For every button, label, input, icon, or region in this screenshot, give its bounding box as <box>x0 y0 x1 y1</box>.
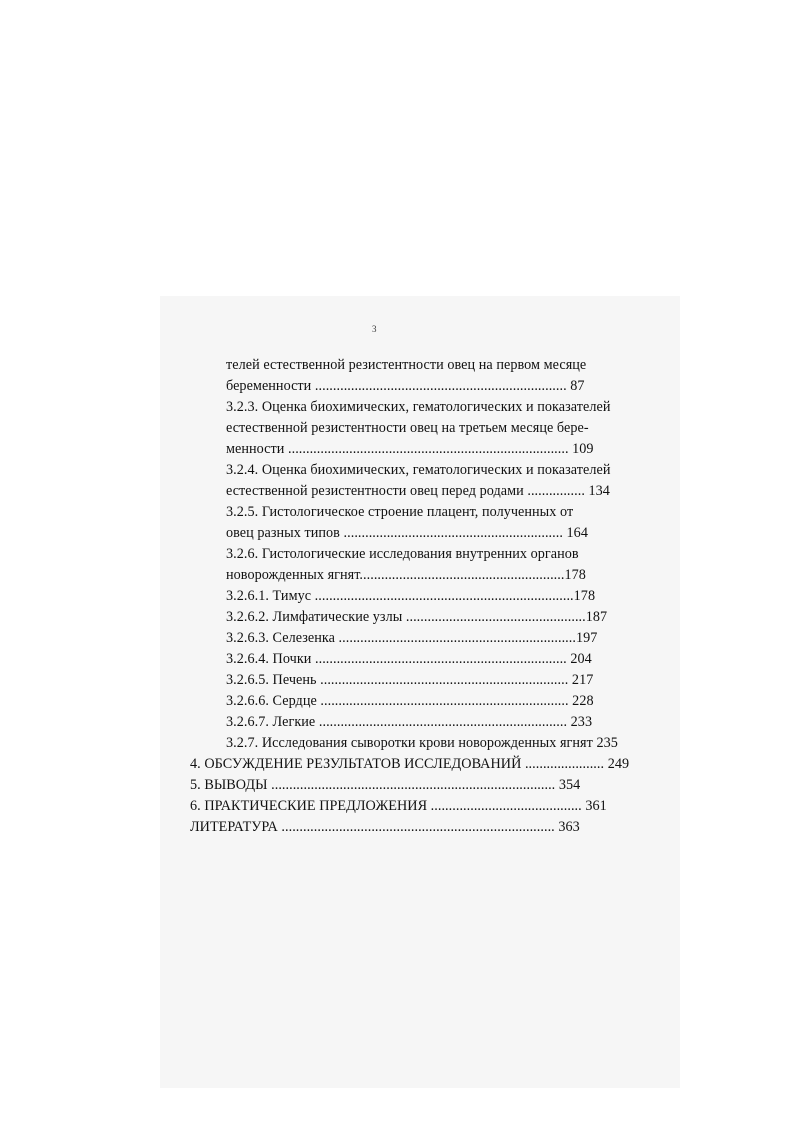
toc-line: новорожденных ягнят.........................................................178 <box>226 567 586 583</box>
toc-line: 4. ОБСУЖДЕНИЕ РЕЗУЛЬТАТОВ ИССЛЕДОВАНИЙ ...................... 249 <box>190 756 630 772</box>
toc-line: 3.2.5. Гистологическое строение плацент, полученных от <box>226 504 574 520</box>
toc-line: 3.2.6.6. Сердце ..................................................................... 228 <box>226 693 594 709</box>
toc-line: 5. ВЫВОДЫ ............................................................................... 354 <box>190 777 581 793</box>
toc-line: овец разных типов ............................................................. 164 <box>226 525 588 541</box>
toc-line: 3.2.6.1. Тимус ........................................................................178 <box>226 588 596 604</box>
page-number: 3 <box>372 324 377 334</box>
toc-line: 3.2.6.3. Селезенка ..................................................................197 <box>226 630 598 646</box>
toc-line: телей естественной резистентности овец на первом месяце <box>226 357 587 373</box>
toc-line: 3.2.6. Гистологические исследования внутренних органов <box>226 546 579 562</box>
toc-line: естественной резистентности овец перед родами ................ 134 <box>226 483 610 499</box>
toc-line: 3.2.7. Исследования сыворотки крови новорожденных ягнят 235 <box>226 735 618 751</box>
toc-line: 3.2.6.4. Почки ...................................................................... 204 <box>226 651 592 667</box>
toc-line: естественной резистентности овец на третьем месяце бере- <box>226 420 589 436</box>
toc-line: 3.2.3. Оценка биохимических, гематологических и показателей <box>226 399 611 415</box>
toc-line: ЛИТЕРАТУРА ............................................................................ 363 <box>190 819 580 835</box>
toc-line: 3.2.6.2. Лимфатические узлы ..................................................187 <box>226 609 608 625</box>
toc-line: 3.2.4. Оценка биохимических, гематологических и показателей <box>226 462 611 478</box>
toc-line: 6. ПРАКТИЧЕСКИЕ ПРЕДЛОЖЕНИЯ .......................................... 361 <box>190 798 607 814</box>
toc-line: беременности ...................................................................... 87 <box>226 378 585 394</box>
toc-line: менности .............................................................................. 109 <box>226 441 594 457</box>
toc-line: 3.2.6.7. Легкие ..................................................................... 233 <box>226 714 593 730</box>
toc-line: 3.2.6.5. Печень ..................................................................... 217 <box>226 672 594 688</box>
